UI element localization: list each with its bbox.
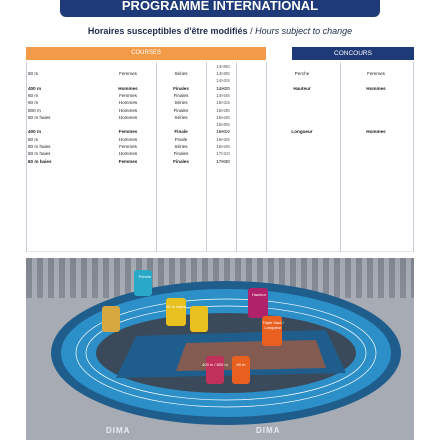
concours-event-cell: Longueur <box>291 129 313 135</box>
event-cell: 60 m haies <box>28 151 51 157</box>
marker-shield <box>190 306 208 332</box>
marker-label-400m: 400 m / 800 m <box>202 362 228 367</box>
track-map <box>26 258 414 440</box>
round-cell: Finale <box>174 129 188 135</box>
marker-label-60m-haies: 60 m haies <box>166 304 186 309</box>
time-cell: 16H25 <box>216 136 230 142</box>
programme-title: PROGRAMME INTERNATIONAL <box>121 0 319 13</box>
time-cell: 15H45 <box>216 114 230 120</box>
time-cell: 14H45 <box>216 92 230 98</box>
concours-category-cell: Hommes <box>366 129 386 135</box>
category-cell: Femmes <box>118 158 138 164</box>
category-cell: Hommes <box>118 136 138 142</box>
table-row <box>26 107 414 114</box>
table-row <box>26 143 414 150</box>
marker-label-perche: Perche <box>138 274 152 279</box>
round-cell: Séries <box>174 114 188 120</box>
category-cell: Hommes <box>118 107 138 113</box>
round-cell: Finales <box>173 107 189 113</box>
category-cell: Femmes <box>119 144 137 149</box>
subtitle-french: Horaires susceptibles d'être modifiés <box>87 26 248 36</box>
event-cell: 60 m haies <box>28 144 51 149</box>
marker-shield <box>102 306 120 332</box>
category-cell: Femmes <box>119 71 137 76</box>
round-cell: Finales <box>173 151 189 157</box>
round-cell: Séries <box>174 100 188 106</box>
event-cell: 60 m haies <box>28 114 51 120</box>
programme-banner <box>60 0 380 17</box>
event-cell: 400 m <box>28 85 42 91</box>
time-cell: 15H35 <box>216 107 230 113</box>
table-row <box>26 150 414 157</box>
table-row <box>26 92 414 99</box>
time-cell: 14H00 <box>216 63 230 69</box>
category-cell: Hommes <box>118 85 138 91</box>
schedule-table <box>26 47 414 252</box>
schedule-subtitle <box>0 26 440 36</box>
table-row <box>26 99 414 106</box>
category-cell: Femmes <box>119 92 137 98</box>
time-cell: 16H45 <box>216 144 230 149</box>
marker-label-60m: 60 m <box>236 362 246 367</box>
time-cell: 17H30 <box>216 158 230 164</box>
marker-shield <box>232 356 250 384</box>
table-row <box>26 128 414 135</box>
round-cell: Séries <box>174 71 188 76</box>
arena-illustration <box>26 258 414 440</box>
category-cell: Hommes <box>118 100 138 106</box>
event-cell: 60 m <box>28 92 39 98</box>
time-cell: 16H10 <box>216 129 230 135</box>
subtitle-english: Hours subject to change <box>255 26 353 36</box>
marker-shield <box>166 298 186 326</box>
table-row <box>26 158 414 165</box>
table-row <box>26 63 414 70</box>
brand-mark: DIMA <box>106 426 131 435</box>
category-cell: Hommes <box>118 114 138 120</box>
concours-header: CONCOURS <box>292 47 414 60</box>
time-cell: 16H05 <box>216 122 230 128</box>
event-cell: 60 m <box>28 71 39 76</box>
category-cell: Femmes <box>118 129 138 135</box>
table-row <box>26 85 414 92</box>
time-cell: 14H05 <box>216 71 230 76</box>
round-cell: Séries <box>174 144 188 149</box>
category-cell: Hommes <box>118 151 138 157</box>
concours-category-cell: Femmes <box>367 71 385 76</box>
round-cell: Finales <box>173 158 189 164</box>
subtitle-separator: / <box>250 26 253 36</box>
courses-header: COURSES <box>26 47 266 60</box>
table-row <box>26 77 414 84</box>
time-cell: 15H15 <box>216 100 230 106</box>
round-cell: Finales <box>173 85 189 91</box>
table-row <box>26 70 414 77</box>
marker-label-triple-saut: Triple Saut / Longueur <box>262 320 284 330</box>
brand-mark: DIMA <box>256 426 281 435</box>
round-cell: Finales <box>173 92 189 98</box>
round-cell: Finale <box>174 136 188 142</box>
event-cell: 60 m <box>28 100 39 106</box>
event-cell: 800 m <box>28 107 41 113</box>
time-cell: 14H20 <box>216 85 230 91</box>
concours-event-cell: Perche <box>294 71 310 76</box>
table-row <box>26 121 414 128</box>
event-cell: 400 m <box>28 129 42 135</box>
event-cell: 60 m <box>28 136 39 142</box>
concours-category-cell: Hommes <box>366 85 386 91</box>
event-cell: 60 m haies <box>28 158 52 164</box>
time-cell: 14H15 <box>216 78 230 84</box>
table-row <box>26 136 414 143</box>
marker-shield <box>206 356 224 384</box>
time-cell: 17H10 <box>216 151 230 157</box>
table-row <box>26 114 414 121</box>
marker-label-hauteur: Hauteur <box>251 292 267 297</box>
concours-event-cell: Hauteur <box>293 85 311 91</box>
